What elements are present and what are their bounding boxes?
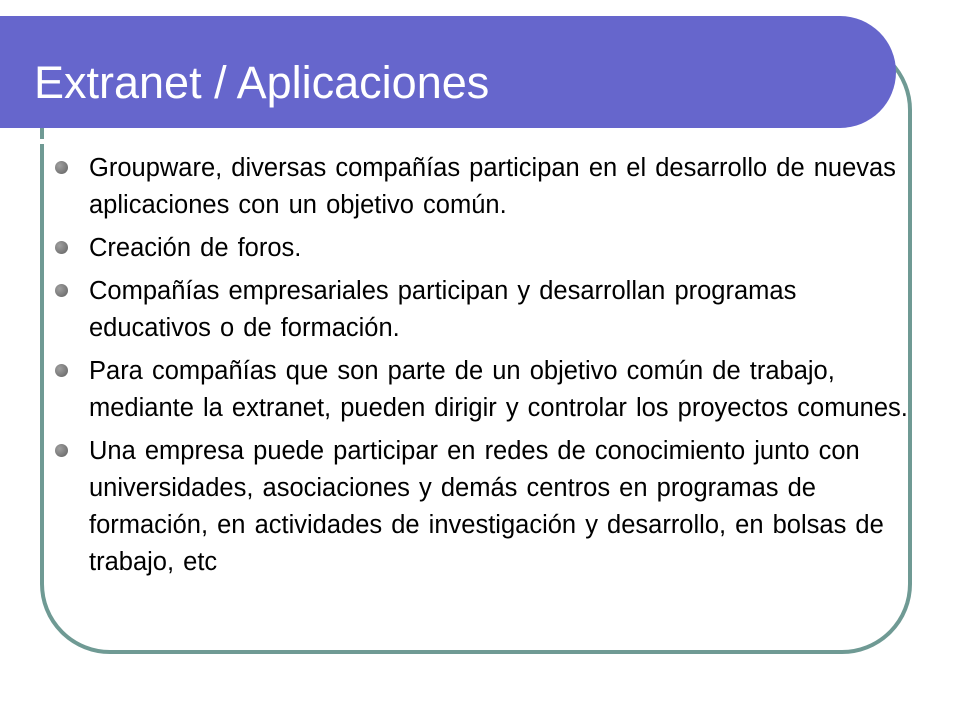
bullet-dot-icon xyxy=(55,364,68,377)
title-bar xyxy=(0,16,896,128)
bullet-item xyxy=(50,230,910,267)
bullet-item xyxy=(50,353,910,427)
bullet-dot-icon xyxy=(55,161,68,174)
slide-title: Extranet / Aplicaciones xyxy=(34,57,490,108)
bullet-text: Groupware, diversas compañías participan en el desarrollo de nuevas aplicaciones con un objetivo común. xyxy=(89,154,896,219)
bullet-dot-icon xyxy=(55,284,68,297)
bullet-text: Creación de foros. xyxy=(89,234,302,262)
bullet-item xyxy=(50,273,910,347)
bullet-dot-icon xyxy=(55,444,68,457)
bullet-text: Para compañías que son parte de un objetivo común de trabajo, mediante la extranet, pueden dirigir y controlar los proyectos comunes. xyxy=(89,357,908,422)
bullet-text: Compañías empresariales participan y desarrollan programas educativos o de formación. xyxy=(89,277,797,342)
bullet-list xyxy=(50,150,910,587)
bullet-dot-icon xyxy=(55,241,68,254)
bullet-text: Una empresa puede participar en redes de conocimiento junto con universidades, asociaciones y demás centros en programas de formación, en actividades de investigación y desarrollo, en bolsas de trabajo, etc xyxy=(89,437,884,576)
title-underline xyxy=(0,139,848,144)
bullet-item xyxy=(50,150,910,224)
bullet-item xyxy=(50,433,910,581)
